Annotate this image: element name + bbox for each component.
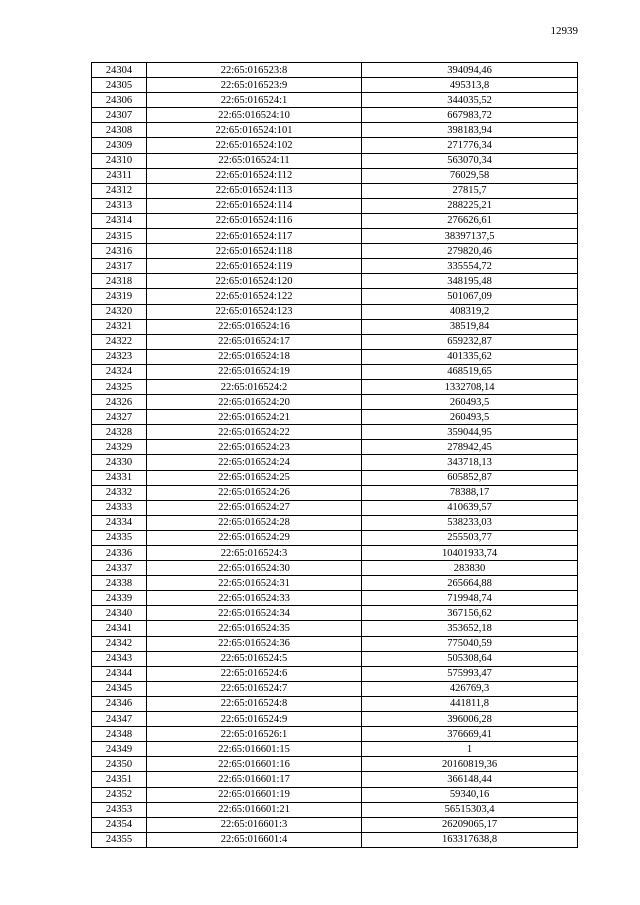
table-row [92, 636, 578, 651]
cadastral-number-cell: 22:65:016601:19 [147, 787, 362, 802]
table-row [92, 229, 578, 244]
row-number-cell: 24346 [92, 696, 147, 711]
row-number-cell: 24350 [92, 757, 147, 772]
cadastral-number-cell: 22:65:016524:5 [147, 651, 362, 666]
table-row [92, 515, 578, 530]
table-row [92, 183, 578, 198]
cadastral-number-cell: 22:65:016524:113 [147, 183, 362, 198]
cadastral-number-cell: 22:65:016524:24 [147, 455, 362, 470]
table-row [92, 546, 578, 561]
value-cell: 76029,58 [362, 168, 578, 183]
cadastral-number-cell: 22:65:016524:119 [147, 259, 362, 274]
row-number-cell: 24313 [92, 198, 147, 213]
row-number-cell: 24317 [92, 259, 147, 274]
table-row [92, 93, 578, 108]
cadastral-number-cell: 22:65:016524:6 [147, 666, 362, 681]
table-row [92, 289, 578, 304]
table-row [92, 138, 578, 153]
value-cell: 659232,87 [362, 334, 578, 349]
table-row [92, 455, 578, 470]
cadastral-number-cell: 22:65:016524:28 [147, 515, 362, 530]
cadastral-number-cell: 22:65:016524:35 [147, 621, 362, 636]
cadastral-number-cell: 22:65:016524:27 [147, 500, 362, 515]
cadastral-number-cell: 22:65:016524:16 [147, 319, 362, 334]
table-row [92, 772, 578, 787]
row-number-cell: 24353 [92, 802, 147, 817]
cadastral-number-cell: 22:65:016601:16 [147, 757, 362, 772]
table-row [92, 304, 578, 319]
row-number-cell: 24318 [92, 274, 147, 289]
table-row [92, 213, 578, 228]
cadastral-number-cell: 22:65:016524:34 [147, 606, 362, 621]
value-cell: 78388,17 [362, 485, 578, 500]
row-number-cell: 24334 [92, 515, 147, 530]
value-cell: 279820,46 [362, 244, 578, 259]
row-number-cell: 24348 [92, 727, 147, 742]
value-cell: 20160819,36 [362, 757, 578, 772]
value-cell: 408319,2 [362, 304, 578, 319]
cadastral-number-cell: 22:65:016524:116 [147, 213, 362, 228]
row-number-cell: 24326 [92, 395, 147, 410]
row-number-cell: 24333 [92, 500, 147, 515]
row-number-cell: 24337 [92, 561, 147, 576]
table-row [92, 153, 578, 168]
table-row [92, 78, 578, 93]
row-number-cell: 24307 [92, 108, 147, 123]
cadastral-number-cell: 22:65:016524:20 [147, 395, 362, 410]
value-cell: 367156,62 [362, 606, 578, 621]
cadastral-number-cell: 22:65:016524:21 [147, 410, 362, 425]
cadastral-number-cell: 22:65:016524:36 [147, 636, 362, 651]
value-cell: 163317638,8 [362, 832, 578, 847]
cadastral-number-cell: 22:65:016524:120 [147, 274, 362, 289]
cadastral-number-cell: 22:65:016524:8 [147, 696, 362, 711]
cadastral-number-cell: 22:65:016523:8 [147, 63, 362, 78]
cadastral-number-cell: 22:65:016524:33 [147, 591, 362, 606]
row-number-cell: 24323 [92, 349, 147, 364]
row-number-cell: 24319 [92, 289, 147, 304]
cadastral-number-cell: 22:65:016523:9 [147, 78, 362, 93]
value-cell: 468519,65 [362, 364, 578, 379]
cadastral-number-cell: 22:65:016524:118 [147, 244, 362, 259]
row-number-cell: 24322 [92, 334, 147, 349]
value-cell: 56515303,4 [362, 802, 578, 817]
value-cell: 366148,44 [362, 772, 578, 787]
value-cell: 401335,62 [362, 349, 578, 364]
value-cell: 1 [362, 742, 578, 757]
table-row [92, 440, 578, 455]
cadastral-number-cell: 22:65:016524:2 [147, 379, 362, 394]
row-number-cell: 24306 [92, 93, 147, 108]
row-number-cell: 24316 [92, 244, 147, 259]
cadastral-number-cell: 22:65:016524:30 [147, 561, 362, 576]
row-number-cell: 24325 [92, 379, 147, 394]
row-number-cell: 24338 [92, 576, 147, 591]
table-body [92, 63, 578, 848]
cadastral-number-cell: 22:65:016524:19 [147, 364, 362, 379]
table-row [92, 500, 578, 515]
cadastral-number-cell: 22:65:016524:31 [147, 576, 362, 591]
value-cell: 38519,84 [362, 319, 578, 334]
row-number-cell: 24320 [92, 304, 147, 319]
table-row [92, 591, 578, 606]
table-row [92, 123, 578, 138]
table-row [92, 485, 578, 500]
value-cell: 288225,21 [362, 198, 578, 213]
row-number-cell: 24309 [92, 138, 147, 153]
table-row [92, 787, 578, 802]
cadastral-number-cell: 22:65:016601:15 [147, 742, 362, 757]
table-row [92, 395, 578, 410]
cadastral-number-cell: 22:65:016601:3 [147, 817, 362, 832]
value-cell: 775040,59 [362, 636, 578, 651]
value-cell: 1332708,14 [362, 379, 578, 394]
cadastral-number-cell: 22:65:016524:22 [147, 425, 362, 440]
cadastral-number-cell: 22:65:016601:4 [147, 832, 362, 847]
value-cell: 38397137,5 [362, 229, 578, 244]
row-number-cell: 24330 [92, 455, 147, 470]
row-number-cell: 24354 [92, 817, 147, 832]
table-row [92, 712, 578, 727]
row-number-cell: 24321 [92, 319, 147, 334]
value-cell: 283830 [362, 561, 578, 576]
value-cell: 278942,45 [362, 440, 578, 455]
cadastral-number-cell: 22:65:016524:10 [147, 108, 362, 123]
value-cell: 10401933,74 [362, 546, 578, 561]
table-row [92, 606, 578, 621]
cadastral-number-cell: 22:65:016524:3 [147, 546, 362, 561]
table-row [92, 727, 578, 742]
row-number-cell: 24311 [92, 168, 147, 183]
value-cell: 505308,64 [362, 651, 578, 666]
cadastral-number-cell: 22:65:016524:29 [147, 530, 362, 545]
row-number-cell: 24341 [92, 621, 147, 636]
table-row [92, 198, 578, 213]
table-row [92, 63, 578, 78]
row-number-cell: 24314 [92, 213, 147, 228]
value-cell: 255503,77 [362, 530, 578, 545]
table-row [92, 470, 578, 485]
cadastral-number-cell: 22:65:016524:18 [147, 349, 362, 364]
value-cell: 26209065,17 [362, 817, 578, 832]
row-number-cell: 24344 [92, 666, 147, 681]
row-number-cell: 24345 [92, 681, 147, 696]
cadastral-number-cell: 22:65:016526:1 [147, 727, 362, 742]
cadastral-number-cell: 22:65:016524:11 [147, 153, 362, 168]
row-number-cell: 24340 [92, 606, 147, 621]
table-row [92, 334, 578, 349]
row-number-cell: 24352 [92, 787, 147, 802]
row-number-cell: 24324 [92, 364, 147, 379]
value-cell: 344035,52 [362, 93, 578, 108]
value-cell: 276626,61 [362, 213, 578, 228]
table-row [92, 621, 578, 636]
value-cell: 563070,34 [362, 153, 578, 168]
table-row [92, 349, 578, 364]
cadastral-number-cell: 22:65:016524:17 [147, 334, 362, 349]
data-table [91, 62, 578, 848]
value-cell: 348195,48 [362, 274, 578, 289]
row-number-cell: 24343 [92, 651, 147, 666]
row-number-cell: 24355 [92, 832, 147, 847]
value-cell: 441811,8 [362, 696, 578, 711]
value-cell: 495313,8 [362, 78, 578, 93]
table-row [92, 274, 578, 289]
row-number-cell: 24347 [92, 712, 147, 727]
value-cell: 335554,72 [362, 259, 578, 274]
table-row [92, 696, 578, 711]
table-row [92, 832, 578, 847]
value-cell: 719948,74 [362, 591, 578, 606]
value-cell: 343718,13 [362, 455, 578, 470]
cadastral-number-cell: 22:65:016524:112 [147, 168, 362, 183]
table-row [92, 259, 578, 274]
cadastral-number-cell: 22:65:016601:17 [147, 772, 362, 787]
table-row [92, 410, 578, 425]
cadastral-number-cell: 22:65:016524:114 [147, 198, 362, 213]
value-cell: 410639,57 [362, 500, 578, 515]
table-row [92, 379, 578, 394]
table-row [92, 651, 578, 666]
table-row [92, 244, 578, 259]
table-row [92, 681, 578, 696]
cadastral-number-cell: 22:65:016524:117 [147, 229, 362, 244]
cadastral-number-cell: 22:65:016524:7 [147, 681, 362, 696]
table-row [92, 108, 578, 123]
value-cell: 59340,16 [362, 787, 578, 802]
value-cell: 501067,09 [362, 289, 578, 304]
row-number-cell: 24329 [92, 440, 147, 455]
page-number: 12939 [550, 25, 578, 37]
value-cell: 398183,94 [362, 123, 578, 138]
value-cell: 376669,41 [362, 727, 578, 742]
value-cell: 27815,7 [362, 183, 578, 198]
row-number-cell: 24315 [92, 229, 147, 244]
cadastral-number-cell: 22:65:016524:122 [147, 289, 362, 304]
cadastral-number-cell: 22:65:016524:102 [147, 138, 362, 153]
table-row [92, 425, 578, 440]
cadastral-number-cell: 22:65:016524:101 [147, 123, 362, 138]
value-cell: 605852,87 [362, 470, 578, 485]
value-cell: 271776,34 [362, 138, 578, 153]
cadastral-number-cell: 22:65:016524:25 [147, 470, 362, 485]
cadastral-number-cell: 22:65:016524:123 [147, 304, 362, 319]
table-row [92, 742, 578, 757]
row-number-cell: 24339 [92, 591, 147, 606]
cadastral-number-cell: 22:65:016601:21 [147, 802, 362, 817]
value-cell: 426769,3 [362, 681, 578, 696]
value-cell: 359044,95 [362, 425, 578, 440]
table-row [92, 817, 578, 832]
row-number-cell: 24335 [92, 530, 147, 545]
table-row [92, 561, 578, 576]
value-cell: 667983,72 [362, 108, 578, 123]
row-number-cell: 24351 [92, 772, 147, 787]
cadastral-number-cell: 22:65:016524:23 [147, 440, 362, 455]
row-number-cell: 24304 [92, 63, 147, 78]
cadastral-number-cell: 22:65:016524:1 [147, 93, 362, 108]
value-cell: 260493,5 [362, 395, 578, 410]
row-number-cell: 24308 [92, 123, 147, 138]
row-number-cell: 24331 [92, 470, 147, 485]
row-number-cell: 24305 [92, 78, 147, 93]
value-cell: 396006,28 [362, 712, 578, 727]
table-row [92, 666, 578, 681]
row-number-cell: 24332 [92, 485, 147, 500]
row-number-cell: 24336 [92, 546, 147, 561]
value-cell: 353652,18 [362, 621, 578, 636]
table-row [92, 319, 578, 334]
table-row [92, 364, 578, 379]
cadastral-number-cell: 22:65:016524:9 [147, 712, 362, 727]
row-number-cell: 24327 [92, 410, 147, 425]
value-cell: 575993,47 [362, 666, 578, 681]
cadastral-number-cell: 22:65:016524:26 [147, 485, 362, 500]
row-number-cell: 24342 [92, 636, 147, 651]
table-row [92, 802, 578, 817]
table-row [92, 757, 578, 772]
row-number-cell: 24312 [92, 183, 147, 198]
table-row [92, 530, 578, 545]
value-cell: 394094,46 [362, 63, 578, 78]
table-row [92, 576, 578, 591]
row-number-cell: 24349 [92, 742, 147, 757]
row-number-cell: 24328 [92, 425, 147, 440]
value-cell: 538233,03 [362, 515, 578, 530]
value-cell: 265664,88 [362, 576, 578, 591]
row-number-cell: 24310 [92, 153, 147, 168]
value-cell: 260493,5 [362, 410, 578, 425]
table-row [92, 168, 578, 183]
